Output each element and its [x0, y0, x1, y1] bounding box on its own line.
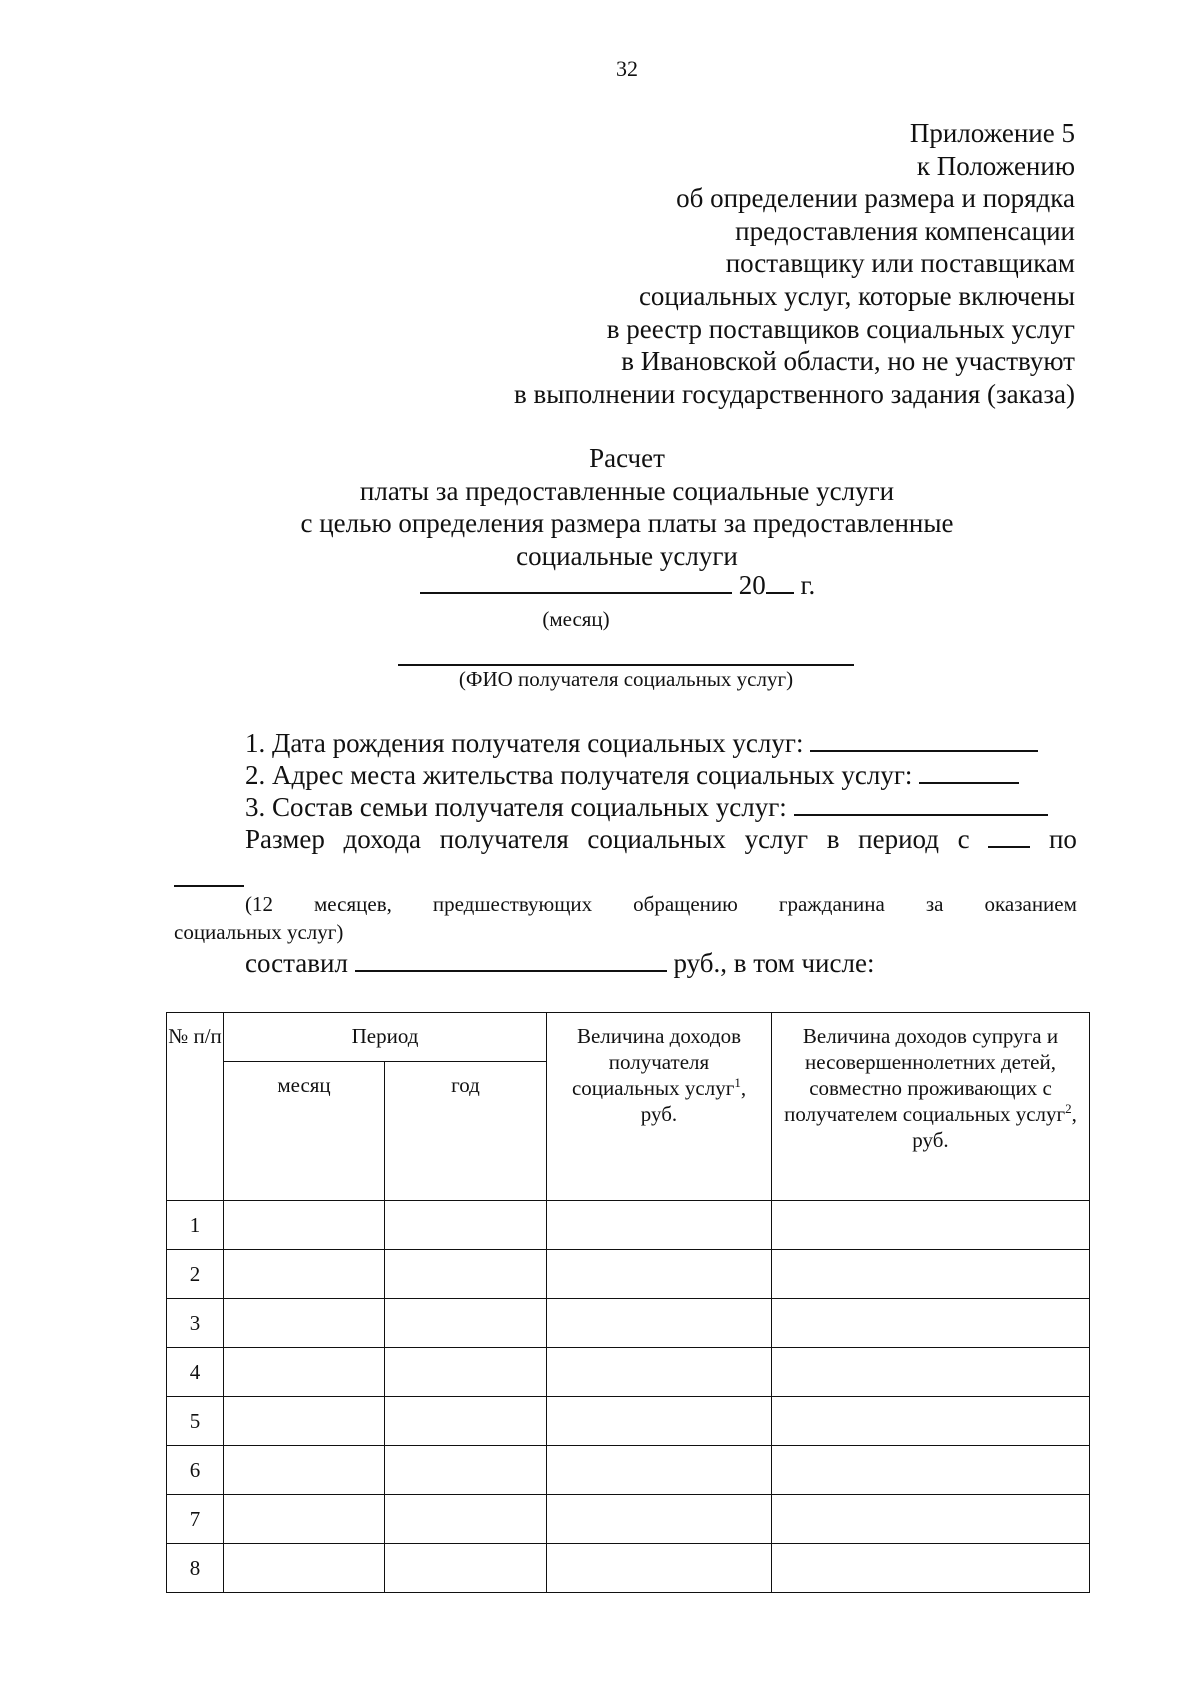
- table-row: [167, 1201, 1090, 1250]
- cell-family-income[interactable]: [772, 1201, 1090, 1250]
- income-word: получателя: [439, 824, 569, 854]
- address-label: 2. Адрес места жительства получателя социальных услуг:: [245, 760, 913, 790]
- cell-month[interactable]: [224, 1495, 385, 1544]
- income-word: услуг: [744, 824, 809, 854]
- cell-recipient-income[interactable]: [547, 1250, 772, 1299]
- header-number: № п/п: [167, 1013, 224, 1201]
- total-suffix: руб., в том числе:: [673, 948, 875, 978]
- title-line: Расчет: [589, 443, 665, 473]
- table-row: [167, 1348, 1090, 1397]
- income-word: Размер: [245, 824, 325, 854]
- cell-year[interactable]: [385, 1250, 547, 1299]
- income-to: по: [1048, 824, 1077, 854]
- address-field: [245, 760, 1019, 791]
- header-year: год: [385, 1062, 547, 1201]
- table-row: [167, 1544, 1090, 1593]
- cell-recipient-income[interactable]: [547, 1544, 772, 1593]
- table-row: [167, 1397, 1090, 1446]
- period-to-blank[interactable]: [174, 885, 244, 887]
- appendix-line: в Ивановской области, но не участвуют: [621, 346, 1075, 377]
- income-word: период: [858, 824, 940, 854]
- cell-family-income[interactable]: [772, 1446, 1090, 1495]
- family-blank[interactable]: [794, 792, 1048, 816]
- row-number: 2: [167, 1250, 224, 1299]
- note-word: оказанием: [984, 892, 1077, 916]
- cell-recipient-income[interactable]: [547, 1495, 772, 1544]
- cell-recipient-income[interactable]: [547, 1446, 772, 1495]
- total-income-line: [245, 948, 874, 979]
- cell-recipient-income[interactable]: [547, 1348, 772, 1397]
- month-caption: (месяц): [542, 607, 610, 631]
- cell-year[interactable]: [385, 1397, 547, 1446]
- cell-month[interactable]: [224, 1201, 385, 1250]
- period-note-end: социальных услуг): [174, 920, 344, 944]
- table-row: [167, 1250, 1090, 1299]
- note-word: за: [925, 892, 944, 916]
- row-number: 8: [167, 1544, 224, 1593]
- income-table: [166, 1012, 1090, 1593]
- row-number: 5: [167, 1397, 224, 1446]
- note-word: предшествующих: [432, 892, 593, 916]
- cell-family-income[interactable]: [772, 1397, 1090, 1446]
- row-number: 1: [167, 1201, 224, 1250]
- cell-year[interactable]: [385, 1544, 547, 1593]
- table-row: [167, 1299, 1090, 1348]
- birth-date-label: 1. Дата рождения получателя социальных услуг:: [245, 728, 804, 758]
- period-note: [245, 892, 1077, 917]
- date-line: [420, 570, 815, 601]
- year-blank[interactable]: [766, 570, 794, 594]
- title-line: с целью определения размера платы за предоставленные: [300, 508, 954, 539]
- appendix-line: поставщику или поставщикам: [725, 248, 1075, 279]
- note-word: гражданина: [778, 892, 885, 916]
- cell-family-income[interactable]: [772, 1348, 1090, 1397]
- year-suffix: г.: [800, 570, 816, 600]
- cell-month[interactable]: [224, 1446, 385, 1495]
- birth-date-field: [245, 728, 1038, 759]
- title-line: платы за предоставленные социальные услуги: [359, 475, 895, 506]
- cell-family-income[interactable]: [772, 1250, 1090, 1299]
- appendix-header: [514, 117, 1075, 410]
- birth-date-blank[interactable]: [810, 728, 1038, 752]
- total-prefix: составил: [245, 948, 348, 978]
- appendix-line: в реестр поставщиков социальных услуг: [606, 313, 1075, 344]
- cell-year[interactable]: [385, 1446, 547, 1495]
- family-label: 3. Состав семьи получателя социальных услуг:: [245, 792, 787, 822]
- note-word: обращению: [633, 892, 738, 916]
- cell-year[interactable]: [385, 1299, 547, 1348]
- table-row: [167, 1495, 1090, 1544]
- fio-caption: (ФИО получателя социальных услуг): [458, 667, 794, 691]
- cell-year[interactable]: [385, 1348, 547, 1397]
- header-period: Период: [224, 1013, 547, 1062]
- row-number: 3: [167, 1299, 224, 1348]
- total-blank[interactable]: [355, 948, 667, 972]
- cell-family-income[interactable]: [772, 1544, 1090, 1593]
- cell-year[interactable]: [385, 1495, 547, 1544]
- row-number: 7: [167, 1495, 224, 1544]
- table-row: [167, 1446, 1090, 1495]
- fio-blank[interactable]: [398, 664, 854, 666]
- header-recipient-income: Величина доходов получателя социальных услуг$^1$, руб.: [547, 1013, 772, 1201]
- income-word: в: [826, 824, 840, 854]
- appendix-line: предоставления компенсации: [735, 215, 1075, 246]
- income-word: социальных: [587, 824, 726, 854]
- appendix-line: Приложение 5: [909, 118, 1075, 148]
- period-from-blank[interactable]: [988, 824, 1030, 848]
- month-blank[interactable]: [420, 570, 732, 594]
- appendix-line: об определении размера и порядка: [676, 183, 1075, 214]
- note-word: месяцев,: [314, 892, 392, 916]
- cell-recipient-income[interactable]: [547, 1299, 772, 1348]
- income-period-line: [245, 824, 1077, 855]
- cell-month[interactable]: [224, 1348, 385, 1397]
- page-number: 32: [616, 56, 638, 81]
- cell-recipient-income[interactable]: [547, 1397, 772, 1446]
- year-prefix: 20: [738, 570, 766, 600]
- cell-family-income[interactable]: [772, 1299, 1090, 1348]
- cell-year[interactable]: [385, 1201, 547, 1250]
- cell-month[interactable]: [224, 1397, 385, 1446]
- appendix-line: к Положению: [916, 150, 1075, 181]
- cell-month[interactable]: [224, 1250, 385, 1299]
- cell-family-income[interactable]: [772, 1495, 1090, 1544]
- document-title: [0, 442, 1200, 572]
- income-word: с: [957, 824, 970, 854]
- cell-recipient-income[interactable]: [547, 1201, 772, 1250]
- title-line: социальные услуги: [516, 540, 738, 571]
- header-month: месяц: [224, 1062, 385, 1201]
- cell-month[interactable]: [224, 1544, 385, 1593]
- family-field: [245, 792, 1048, 823]
- cell-month[interactable]: [224, 1299, 385, 1348]
- appendix-line: социальных услуг, которые включены: [638, 280, 1075, 311]
- address-blank[interactable]: [919, 760, 1019, 784]
- header-family-income: Величина доходов супруга и несовершеннолетних детей, совместно проживающих с получателем социальных услуг$^2$, руб.: [772, 1013, 1090, 1201]
- income-word: дохода: [343, 824, 421, 854]
- note-word: (12: [245, 892, 273, 916]
- row-number: 4: [167, 1348, 224, 1397]
- appendix-line: в выполнении государственного задания (заказа): [513, 378, 1075, 409]
- row-number: 6: [167, 1446, 224, 1495]
